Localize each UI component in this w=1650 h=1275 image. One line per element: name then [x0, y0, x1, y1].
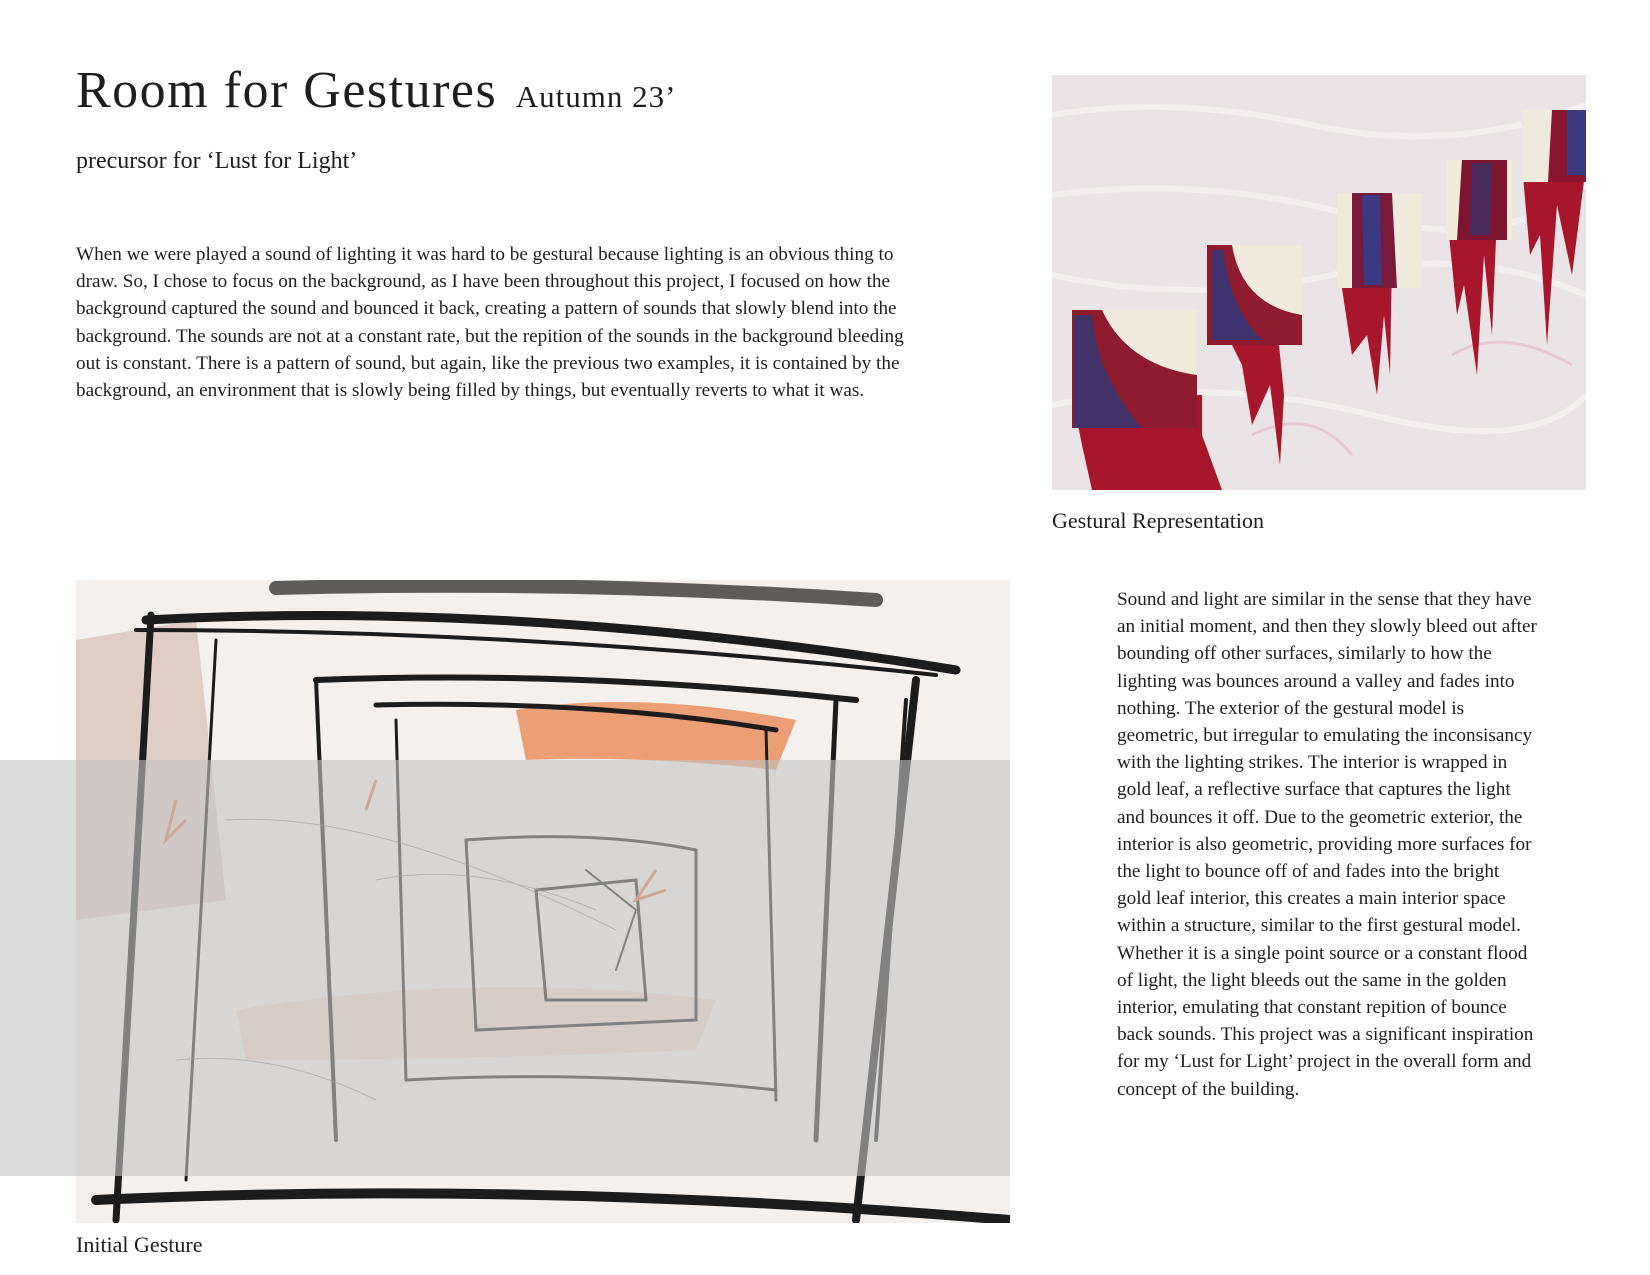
translucent-overlay-band — [0, 760, 1010, 1176]
title-text: Room for Gestures — [76, 62, 498, 119]
initial-gesture-caption: Initial Gesture — [76, 1232, 203, 1257]
intro-paragraph: When we were played a sound of lighting it was hard to be gestural because lighting is an obvious thing to draw. So, I chose to focus on the background, as I have been throughout this project, I focused on how the background captured the sound and bounced it back, creating a pattern of sounds that slowly blend into the background. The sounds are not at a constant rate, but the repition of the sounds in the background bleeding out is constant. There is a pattern of sound, but again, like the previous two examples, it is contained by the background, an environment that is slowly being filled by things, but eventually reverts to what it was. — [76, 244, 904, 402]
gestural-representation-image — [1052, 75, 1586, 490]
gestural-representation-caption: Gestural Representation — [1052, 508, 1264, 533]
title-suffix: Autumn 23’ — [515, 79, 677, 114]
second-paragraph: Sound and light are similar in the sense that they have an initial moment, and then they slowly bleed out after bounding off other surfaces, similarly to how the lighting was bounces around a valley and fades into nothing. The exterior of the gestural model is geometric, but irregular to emulating the inconsisancy with the lighting strikes. The interior is wrapped in gold leaf, a reflective surface that captures the light and bounces it off. Due to the geometric exterior, the interior is also geometric, providing more surfaces for the light to bounce off of and fades into the bright gold leaf interior, this creates a main interior space within a structure, similar to the first gestural model. Whether it is a single point source or a constant flood of light, the light bleeds out the same in the golden interior, emulating that constant repition of bounce back sounds. This project was a significant inspiration for my ‘Lust for Light’ project in the overall form and concept of the building. — [1117, 589, 1537, 1100]
page-subtitle: precursor for ‘Lust for Light’ — [76, 148, 358, 174]
page-title — [76, 62, 676, 119]
